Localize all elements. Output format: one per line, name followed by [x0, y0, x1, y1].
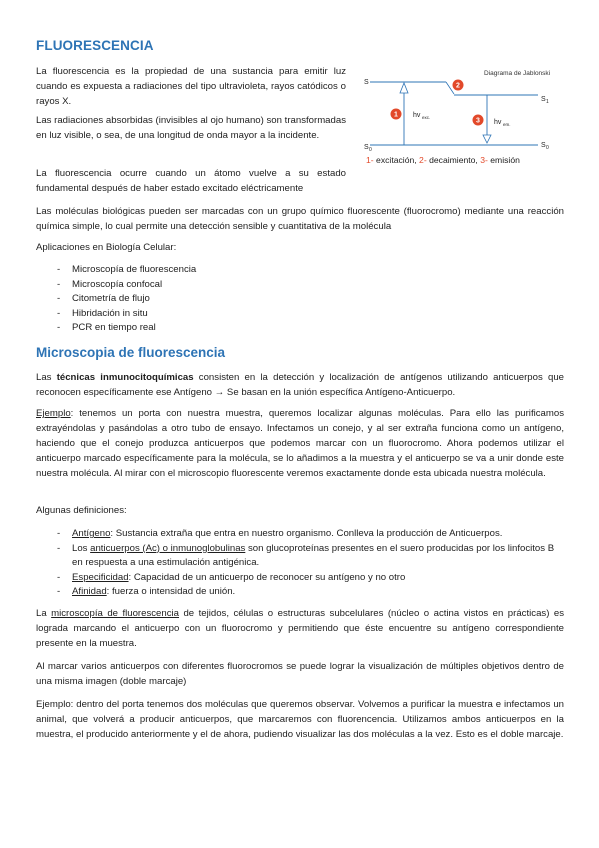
svg-text:0: 0 [369, 147, 372, 153]
list-item: - Hibridación in situ [36, 307, 564, 322]
diagram-caption: 1- excitación, 2- decaimiento, 3- emisión [366, 155, 520, 165]
hv-excitation-label: hv [413, 112, 421, 119]
paragraph-example: Ejemplo: tenemos un porta con nuestra muestra, queremos localizar algunas moléculas. Para ello las purificamos extrayéndolas y pasándolas a otro tubo de ensayo. Infectamos un conejo, y al ser extraña funciona como un antígeno, haciendo que el conejo produzca anticuerpos que podemos marcar con un fluorocromo. Ahora podemos utilizar el anticuerpo marcado específicamente para la molécula, se lo añadimos a la muestra y el anticuerpo se va a unir donde este nuestra molécula. Al mirar con el microscopio fluorescente veremos exactamente donde esta ubicada nuestra molécula. [36, 408, 564, 479]
applications-list [36, 263, 564, 336]
svg-text:1: 1 [394, 111, 398, 119]
list-item: - Microscopía de fluorescencia [36, 263, 564, 278]
definition-specificity: - Especificidad: Capacidad de un anticuerpo de reconocer su antígeno y no otro [36, 571, 564, 586]
paragraph-fluorochrome: Las moléculas biológicas pueden ser marcadas con un grupo químico fluorescente (fluorocromo) mediante una reacción química simple, lo cual permite una detección sensible y cuantitativa de la molécula [36, 206, 564, 232]
list-item: - PCR en tiempo real [36, 321, 564, 336]
applications-title: Aplicaciones en Biología Celular: [36, 242, 177, 253]
hv-emission-sub: em. [503, 122, 511, 127]
definitions-list [36, 527, 564, 600]
level-s1-right: S [541, 96, 546, 103]
list-item: - Citometría de flujo [36, 292, 564, 307]
svg-text:0: 0 [546, 145, 549, 151]
definition-affinity: - Afinidad: fuerza o intensidad de unión. [36, 585, 564, 600]
hv-emission-label: hv [494, 119, 502, 126]
definitions-title: Algunas definiciones: [36, 505, 127, 516]
paragraph-ground-state: La fluorescencia ocurre cuando un átomo vuelve a su estado fundamental después de haber estado excitado eléctricamente [36, 168, 346, 194]
paragraph-absorbed-radiation: Las radiaciones absorbidas (invisibles al ojo humano) son transformadas en luz visible, o sea, de una longitud de onda mayor a la incidente. [36, 115, 346, 141]
paragraph-immunocytochemistry: Las técnicas inmunocitoquímicas consisten en la detección y localización de antígenos utilizando anticuerpos que reconocen específicamente ese Antígeno → Se basan en la unión específica Antígeno-Anticuerpo. [36, 372, 564, 398]
svg-text:3: 3 [476, 117, 480, 125]
level-s0-left: S [364, 144, 369, 151]
definition-antibodies: - Los anticuerpos (Ac) o inmunoglobulinas son glucoproteínas presentes en el suero producidas por los linfocitos B en respuesta a una estimulación antigénica. [36, 542, 564, 571]
hv-excitation-sub: exc. [422, 115, 431, 120]
paragraph-definition: La fluorescencia es la propiedad de una sustancia para emitir luz cuando es expuesta a radiaciones del tipo ultravioleta, rayos catódicos o rayos X. [36, 66, 346, 107]
definition-antigen: - Antígeno: Sustancia extraña que entra en nuestro organismo. Conlleva la producción de Anticuerpos. [36, 527, 564, 542]
level-s1-left: S [364, 79, 369, 86]
svg-text:2: 2 [456, 82, 460, 90]
list-item: - Microscopía confocal [36, 278, 564, 293]
section-title-fluorescencia: FLUORESCENCIA [36, 38, 154, 53]
section-title-microscopia: Microscopia de fluorescencia [36, 345, 226, 360]
paragraph-example-2: Ejemplo: dentro del porta tenemos dos moléculas que queremos observar. Volvemos a purificar la muestra e infectamos un animal, que volverá a producir anticuerpos, que marcaremos con fluorencencia. Utilizamos ambos anticuerpos en la muestra, el producido anteriormente y el de ahora, pudiendo visualizar las dos moléculas a la vez. Esto es el doble marcaje. [36, 699, 564, 740]
level-s0-right: S [541, 142, 546, 149]
paragraph-fluorescence-microscopy: La microscopía de fluorescencia de tejidos, células o estructuras subcelulares (núcleo o actina vistos en prácticas) es lograda marcando el anticuerpo con un fluorocromo y permitiendo que éste encuentre su antígeno correspondiente presente en la muestra. [36, 608, 564, 649]
paragraph-double-labeling: Al marcar varios anticuerpos con diferentes fluorocromos se puede lograr la visualización de múltiples objetivos dentro de una misma imagen (doble marcaje) [36, 661, 564, 687]
diagram-title: Diagrama de Jablonski [484, 70, 551, 77]
svg-text:1: 1 [546, 99, 549, 105]
